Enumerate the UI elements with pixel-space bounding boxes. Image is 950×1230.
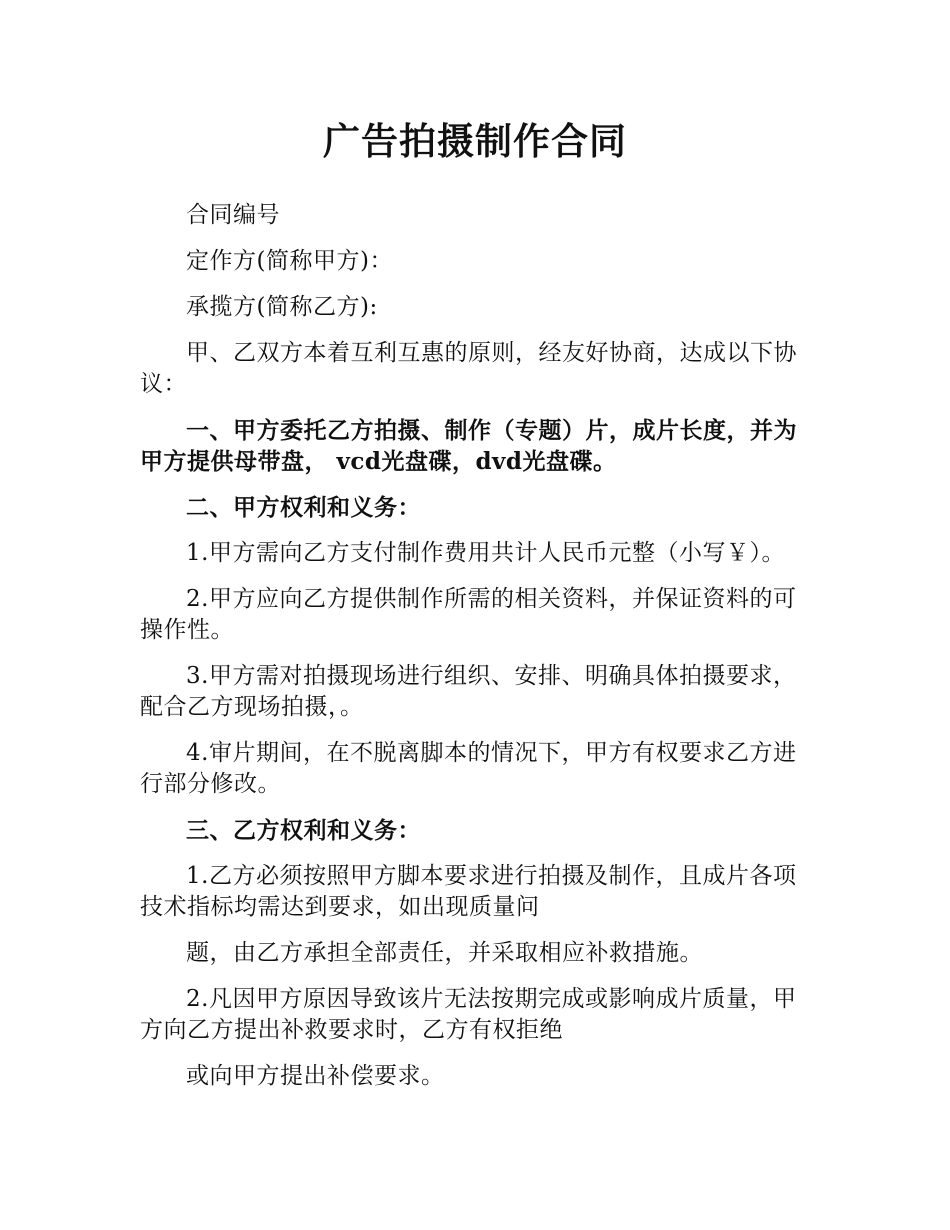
clause-3-1-continued: 题，由乙方承担全部责任，并采取相应补救措施。 bbox=[186, 940, 703, 966]
clause-2-1: 1.甲方需向乙方支付制作费用共计人民币元整（小写￥）。 bbox=[186, 540, 785, 566]
paragraph-party-a: 定作方(简称甲方)： bbox=[186, 248, 393, 274]
clause-3-2-continued: 或向甲方提出补偿要求。 bbox=[186, 1063, 445, 1089]
document-title: 广告拍摄制作合同 bbox=[323, 120, 627, 163]
clause-3-1: 1.乙方必须按照甲方脚本要求进行拍摄及制作，且成片各项技术指标均需达到要求，如出现质量问 bbox=[140, 863, 797, 920]
clause-2-4: 4.审片期间，在不脱离脚本的情况下，甲方有权要求乙方进行部分修改。 bbox=[140, 740, 797, 797]
clause-3-2: 2.凡因甲方原因导致该片无法按期完成或影响成片质量，甲方向乙方提出补救要求时，乙方有权拒绝 bbox=[140, 986, 797, 1043]
paragraph-party-b: 承揽方(简称乙方): bbox=[186, 294, 378, 320]
section-heading-1: 一、甲方委托乙方拍摄、制作（专题）片，成片长度，并为甲方提供母带盘， vcd光盘碟，dvd光盘碟。 bbox=[140, 417, 797, 475]
section-heading-2: 二、甲方权利和义务： bbox=[186, 494, 421, 521]
clause-2-2: 2.甲方应向乙方提供制作所需的相关资料，并保证资料的可操作性。 bbox=[140, 586, 797, 643]
paragraph-contract-number: 合同编号 bbox=[186, 202, 280, 228]
section-heading-3: 三、乙方权利和义务： bbox=[186, 817, 421, 844]
clause-2-3: 3.甲方需对拍摄现场进行组织、安排、明确具体拍摄要求，配合乙方现场拍摄，。 bbox=[140, 663, 797, 720]
document-body bbox=[140, 200, 808, 1107]
paragraph-preamble: 甲、乙双方本着互利互惠的原则，经友好协商，达成以下协议： bbox=[140, 340, 797, 397]
